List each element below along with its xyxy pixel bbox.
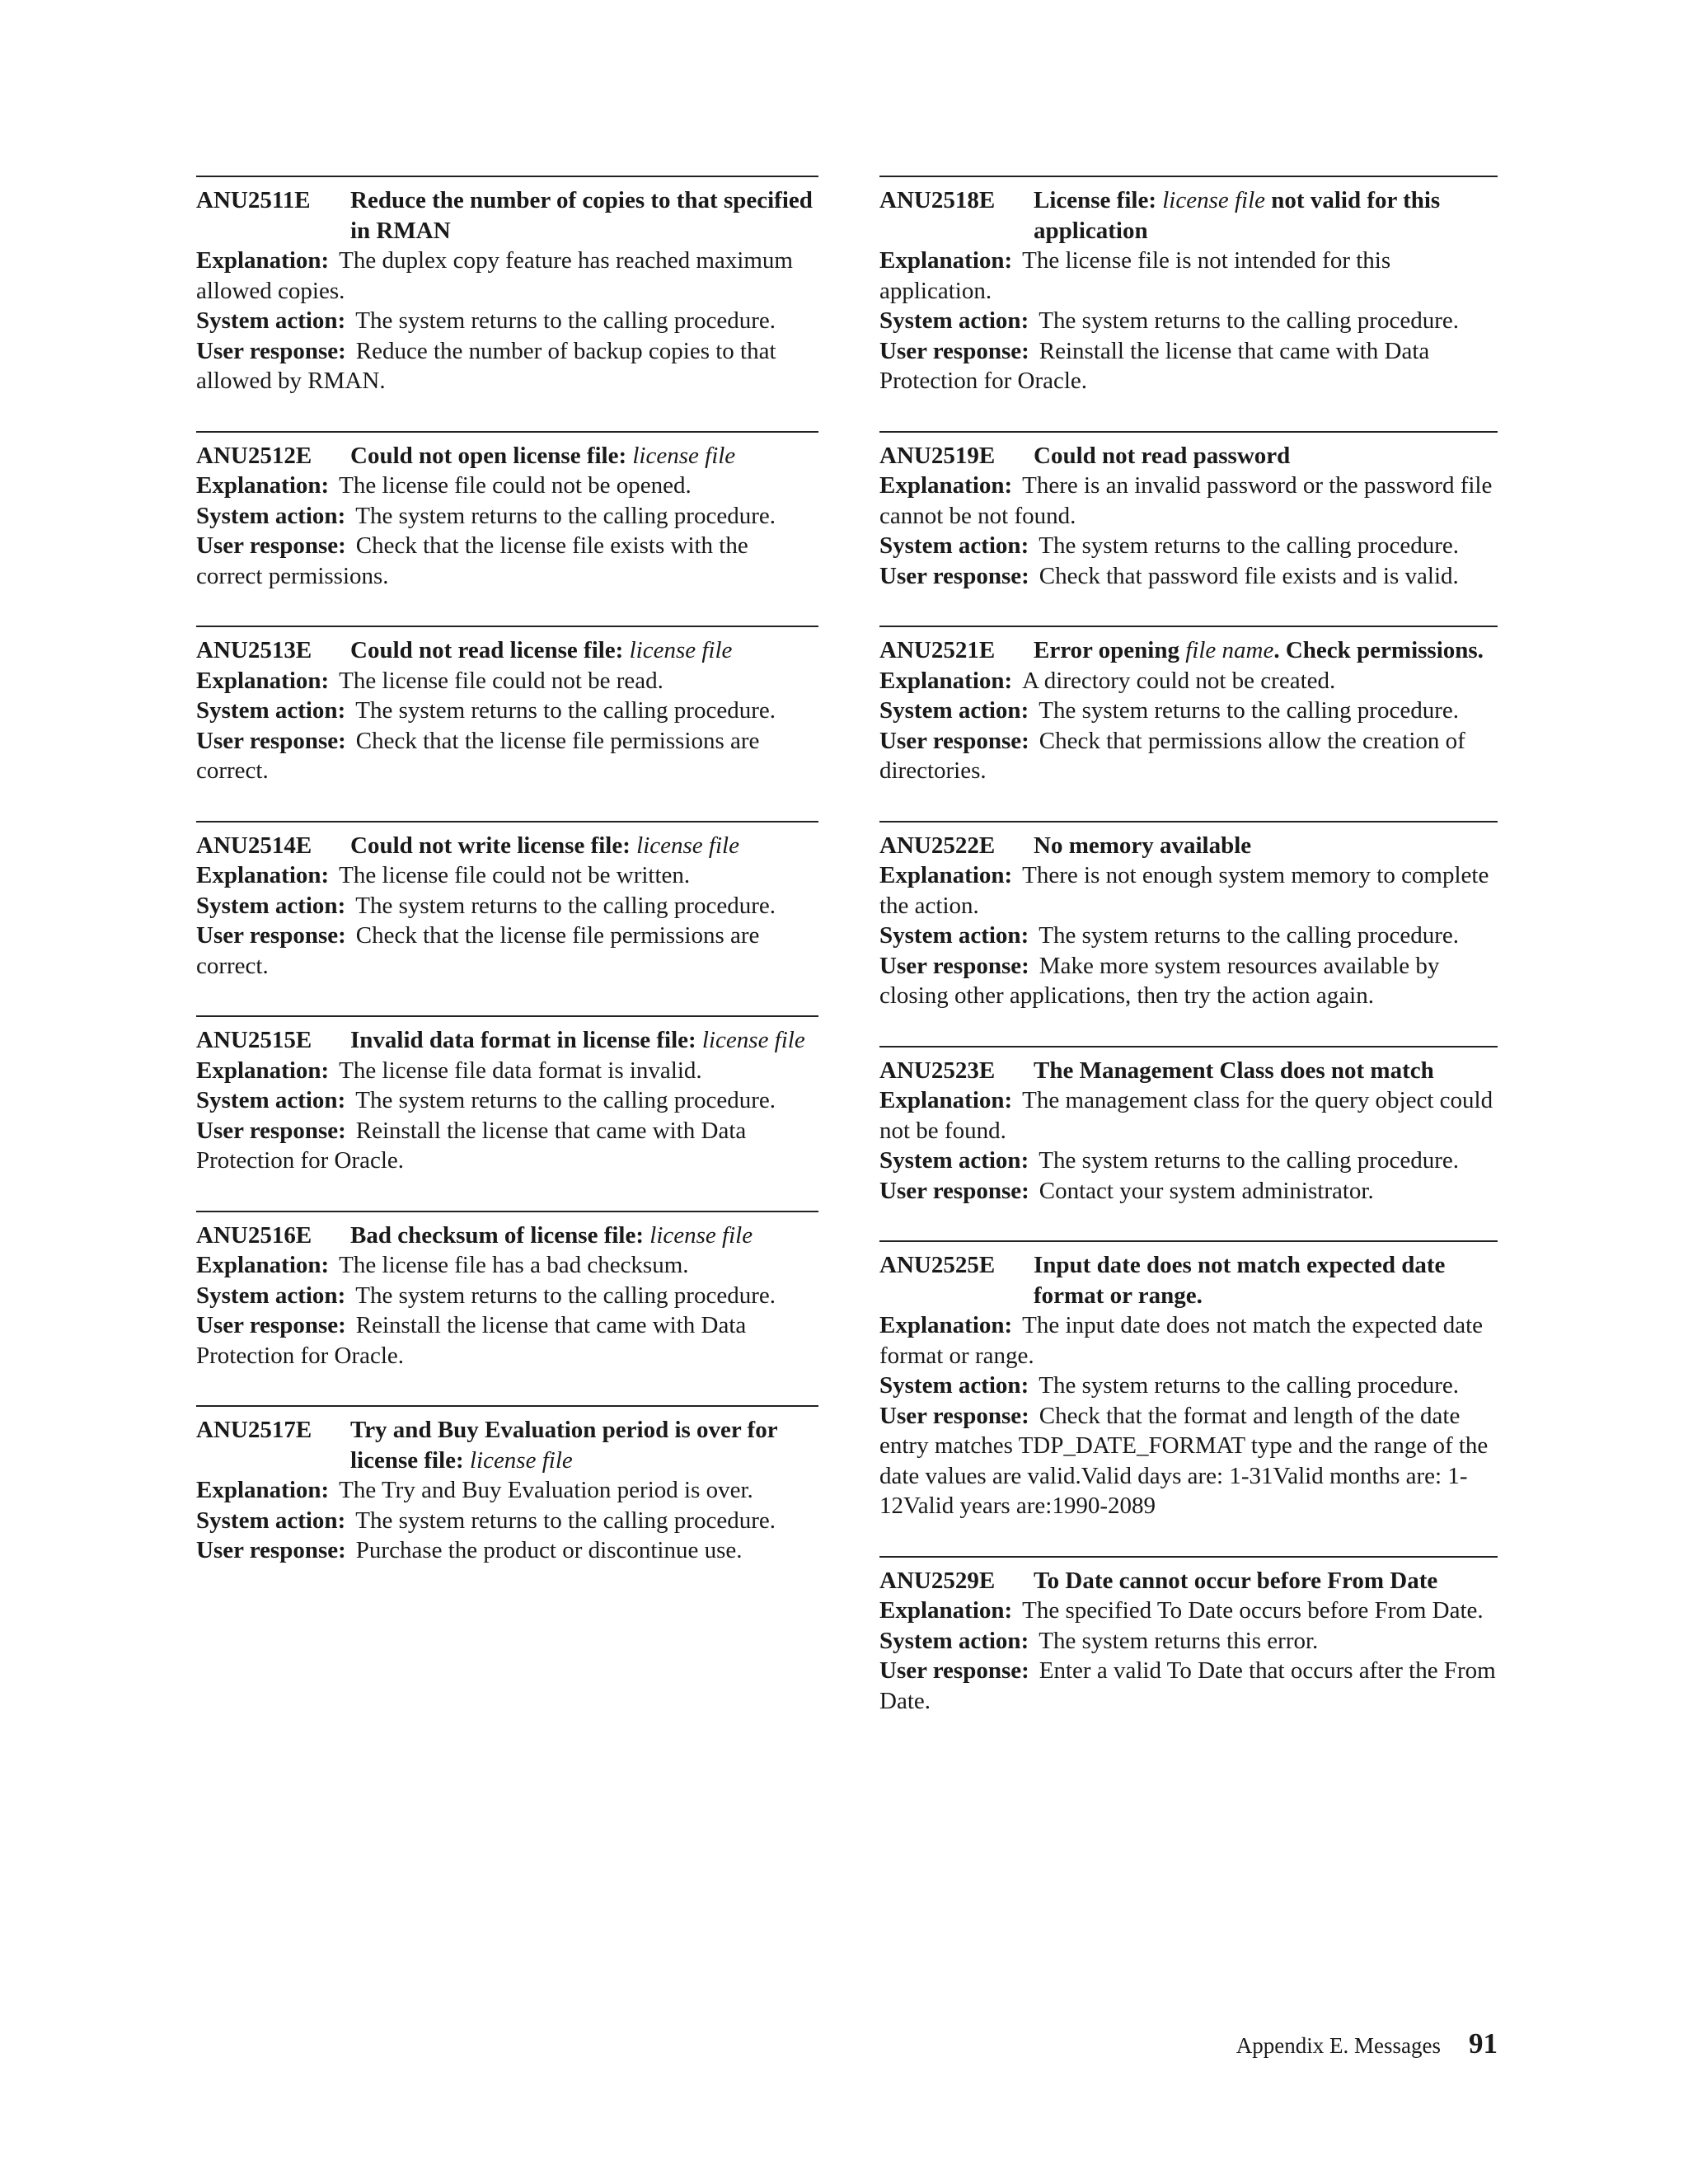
system-action xyxy=(196,1085,818,1116)
system-action xyxy=(879,1626,1498,1657)
message-header xyxy=(879,441,1498,471)
explanation-label: Explanation: xyxy=(879,1597,1013,1624)
user-response xyxy=(196,336,818,396)
message-title-text: . Check permissions. xyxy=(1273,637,1484,663)
message-title-text: Could not write license file: xyxy=(350,832,637,859)
explanation-label: Explanation: xyxy=(879,862,1013,888)
message-title-variable: license file xyxy=(629,637,733,663)
system-action-label: System action: xyxy=(879,532,1029,559)
message-title-text: Invalid data format in license file: xyxy=(350,1027,702,1053)
user-response xyxy=(879,951,1498,1011)
explanation xyxy=(879,1085,1498,1146)
message-id: ANU2523E xyxy=(879,1057,996,1084)
page-number: 91 xyxy=(1469,2027,1498,2060)
system-action-text: The system returns to the calling procedure. xyxy=(355,1087,776,1113)
message-title xyxy=(350,441,818,471)
user-response-text: Reinstall the license that came with Data Protection for Oracle. xyxy=(879,337,1430,394)
message-entry xyxy=(879,1046,1498,1207)
user-response-text: Reinstall the license that came with Data Protection for Oracle. xyxy=(196,1117,747,1174)
system-action-label: System action: xyxy=(879,922,1029,949)
system-action-text: The system returns to the calling procedure. xyxy=(355,1282,776,1309)
explanation-text: The license file could not be opened. xyxy=(339,472,692,499)
user-response xyxy=(879,1401,1498,1521)
message-title-variable: license file xyxy=(1162,187,1266,213)
explanation-label: Explanation: xyxy=(879,247,1013,274)
system-action-label: System action: xyxy=(196,307,346,334)
explanation-text: The license file could not be written. xyxy=(339,862,691,888)
message-header xyxy=(196,1221,818,1251)
user-response xyxy=(196,1310,818,1371)
message-id: ANU2518E xyxy=(879,187,996,213)
user-response-label: User response: xyxy=(879,562,1029,589)
message-id: ANU2515E xyxy=(196,1027,312,1053)
system-action-label: System action: xyxy=(196,697,346,724)
system-action xyxy=(196,1281,818,1311)
system-action xyxy=(879,531,1498,561)
message-entry xyxy=(196,626,818,786)
user-response xyxy=(879,561,1498,592)
message-title-text: Try and Buy Evaluation period is over for license file: xyxy=(350,1417,778,1474)
message-title xyxy=(350,1025,818,1056)
user-response xyxy=(196,726,818,786)
user-response-label: User response: xyxy=(879,1402,1029,1429)
page-footer xyxy=(1216,2027,1498,2062)
message-title xyxy=(350,831,818,861)
message-entry xyxy=(879,1240,1498,1521)
message-title-text: Could not open license file: xyxy=(350,442,633,469)
message-title xyxy=(1034,1250,1498,1310)
explanation-label: Explanation: xyxy=(196,247,330,274)
user-response-text: Check that password file exists and is valid. xyxy=(1039,562,1459,589)
message-id: ANU2522E xyxy=(879,832,996,859)
user-response-text: Contact your system administrator. xyxy=(1039,1177,1374,1204)
message-header xyxy=(879,185,1498,246)
message-header xyxy=(879,1056,1498,1086)
user-response-label: User response: xyxy=(196,1312,346,1338)
message-id: ANU2519E xyxy=(879,442,996,469)
user-response-text: Reinstall the license that came with Data Protection for Oracle. xyxy=(196,1312,747,1369)
system-action xyxy=(196,501,818,532)
message-id: ANU2512E xyxy=(196,442,312,469)
explanation-text: The license file has a bad checksum. xyxy=(339,1252,689,1278)
explanation xyxy=(879,1596,1498,1626)
message-title-text: Input date does not match expected date format or range. xyxy=(1034,1252,1446,1309)
message-title xyxy=(1034,831,1498,861)
message-title-text: License file: xyxy=(1034,187,1163,213)
explanation xyxy=(879,246,1498,306)
system-action xyxy=(879,696,1498,726)
explanation xyxy=(196,1056,818,1086)
message-header xyxy=(196,1415,818,1475)
system-action-label: System action: xyxy=(196,1087,346,1113)
right-column xyxy=(879,176,1498,1750)
user-response-label: User response: xyxy=(196,922,346,949)
system-action xyxy=(196,1506,818,1536)
message-title-variable: license file xyxy=(649,1221,753,1249)
explanation-label: Explanation: xyxy=(196,1477,330,1503)
user-response-label: User response: xyxy=(879,727,1029,754)
message-title-text: No memory available xyxy=(1034,832,1252,859)
explanation-text: A directory could not be created. xyxy=(1022,667,1336,694)
message-title-text: Could not read license file: xyxy=(350,637,630,663)
explanation-label: Explanation: xyxy=(196,472,330,499)
explanation-text: The duplex copy feature has reached maximum allowed copies. xyxy=(196,247,793,304)
explanation xyxy=(879,471,1498,531)
message-id: ANU2516E xyxy=(196,1221,312,1249)
message-id: ANU2514E xyxy=(196,832,312,859)
user-response-text: Check that permissions allow the creation of directories. xyxy=(879,727,1465,784)
explanation-text: The license file is not intended for this application. xyxy=(879,247,1391,304)
user-response-text: Check that the format and length of the date entry matches TDP_DATE_FORMAT type and the range of the date values are valid.Valid days are: 1-31Valid months are: 1-12Valid years are:1990-2089 xyxy=(879,1402,1489,1519)
message-entry xyxy=(196,431,818,592)
message-title xyxy=(350,185,818,246)
message-title xyxy=(1034,1056,1498,1086)
user-response-label: User response: xyxy=(879,1177,1029,1204)
message-title xyxy=(1034,441,1498,471)
user-response xyxy=(196,1535,818,1566)
user-response-label: User response: xyxy=(196,1537,346,1563)
system-action-label: System action: xyxy=(879,1372,1029,1399)
message-title xyxy=(350,1221,818,1251)
message-header xyxy=(196,185,818,246)
explanation xyxy=(196,1475,818,1506)
system-action xyxy=(879,921,1498,951)
explanation-label: Explanation: xyxy=(196,862,330,888)
message-title-variable: license file xyxy=(636,832,739,859)
message-entry xyxy=(879,176,1498,396)
message-entry xyxy=(196,821,818,982)
user-response-label: User response: xyxy=(196,532,346,559)
explanation-label: Explanation: xyxy=(879,1312,1013,1338)
explanation xyxy=(196,1250,818,1281)
message-id: ANU2529E xyxy=(879,1567,996,1594)
message-title xyxy=(1034,635,1498,666)
message-id: ANU2511E xyxy=(196,187,311,213)
message-title-variable: file name xyxy=(1185,637,1274,663)
explanation-text: The license file data format is invalid. xyxy=(339,1057,702,1084)
user-response xyxy=(879,726,1498,786)
explanation-text: The input date does not match the expected date format or range. xyxy=(879,1312,1484,1369)
system-action-text: The system returns to the calling procedure. xyxy=(1039,922,1459,949)
system-action-text: The system returns to the calling procedure. xyxy=(355,697,776,724)
system-action-text: The system returns to the calling procedure. xyxy=(355,502,776,529)
explanation xyxy=(879,666,1498,696)
message-header xyxy=(879,1250,1498,1310)
user-response-text: Purchase the product or discontinue use. xyxy=(355,1537,743,1563)
explanation-label: Explanation: xyxy=(196,667,330,694)
user-response xyxy=(879,1176,1498,1207)
explanation-label: Explanation: xyxy=(879,1087,1013,1113)
explanation xyxy=(879,860,1498,921)
system-action xyxy=(879,1371,1498,1401)
message-entry xyxy=(196,1015,818,1176)
message-header xyxy=(879,831,1498,861)
system-action-text: The system returns to the calling procedure. xyxy=(1039,532,1459,559)
message-header xyxy=(196,441,818,471)
user-response-text: Check that the license file permissions are correct. xyxy=(196,727,760,784)
message-title xyxy=(350,635,818,666)
message-title xyxy=(350,1415,818,1475)
system-action xyxy=(196,696,818,726)
explanation-label: Explanation: xyxy=(879,667,1013,694)
message-title-variable: license file xyxy=(632,442,736,469)
message-id: ANU2521E xyxy=(879,637,996,663)
user-response xyxy=(879,336,1498,396)
message-id: ANU2517E xyxy=(196,1417,312,1443)
system-action-label: System action: xyxy=(879,307,1029,334)
system-action-text: The system returns to the calling procedure. xyxy=(1039,1147,1459,1174)
system-action xyxy=(196,306,818,336)
system-action-label: System action: xyxy=(196,1507,346,1534)
system-action-text: The system returns to the calling procedure. xyxy=(355,892,776,919)
message-entry xyxy=(879,626,1498,786)
message-title-text: Bad checksum of license file: xyxy=(350,1221,650,1249)
user-response xyxy=(196,531,818,591)
user-response-text: Check that the license file permissions are correct. xyxy=(196,922,760,979)
user-response-label: User response: xyxy=(879,1657,1029,1684)
explanation-label: Explanation: xyxy=(879,472,1013,499)
message-title-text: not valid for this application xyxy=(1034,187,1441,244)
system-action-text: The system returns to the calling procedure. xyxy=(355,1507,776,1534)
explanation-label: Explanation: xyxy=(196,1057,330,1084)
user-response-text: Check that the license file exists with the correct permissions. xyxy=(196,532,748,589)
footer-section-title: Appendix E. Messages xyxy=(1236,2033,1441,2058)
explanation xyxy=(196,471,818,501)
message-title xyxy=(1034,1566,1498,1596)
message-entry xyxy=(879,431,1498,592)
user-response-text: Reduce the number of backup copies to that allowed by RMAN. xyxy=(196,337,776,394)
explanation-text: The specified To Date occurs before From Date. xyxy=(1022,1597,1484,1624)
message-id: ANU2513E xyxy=(196,637,312,663)
user-response-label: User response: xyxy=(196,1117,346,1144)
explanation-text: The management class for the query object could not be found. xyxy=(879,1087,1493,1144)
explanation-text: There is an invalid password or the password file cannot be not found. xyxy=(879,472,1493,529)
user-response-label: User response: xyxy=(196,337,346,364)
explanation-text: The license file could not be read. xyxy=(339,667,663,694)
explanation xyxy=(879,1310,1498,1371)
message-header xyxy=(196,831,818,861)
message-title-variable: license file xyxy=(701,1027,805,1053)
message-header xyxy=(196,635,818,666)
explanation-text: The Try and Buy Evaluation period is over. xyxy=(339,1477,753,1503)
explanation xyxy=(196,246,818,306)
system-action-label: System action: xyxy=(196,502,346,529)
user-response xyxy=(196,1116,818,1176)
user-response-text: Enter a valid To Date that occurs after the From Date. xyxy=(879,1657,1496,1714)
message-entry xyxy=(879,1556,1498,1717)
message-header xyxy=(879,1566,1498,1596)
explanation xyxy=(196,860,818,891)
message-entry xyxy=(196,176,818,396)
system-action-label: System action: xyxy=(196,1282,346,1309)
system-action xyxy=(879,306,1498,336)
message-title-text: Could not read password xyxy=(1034,442,1291,469)
message-header xyxy=(879,635,1498,666)
user-response-text: Make more system resources available by closing other applications, then try the action again. xyxy=(879,952,1440,1009)
user-response-label: User response: xyxy=(196,727,346,754)
system-action xyxy=(196,891,818,921)
message-title-text: Reduce the number of copies to that specified in RMAN xyxy=(350,187,813,244)
user-response xyxy=(196,921,818,981)
message-title-text: The Management Class does not match xyxy=(1034,1057,1434,1084)
message-title-variable: license file xyxy=(469,1446,573,1474)
system-action-label: System action: xyxy=(879,697,1029,724)
explanation xyxy=(196,666,818,696)
message-title xyxy=(1034,185,1498,246)
explanation-text: There is not enough system memory to complete the action. xyxy=(879,862,1489,919)
system-action-label: System action: xyxy=(196,892,346,919)
system-action-text: The system returns to the calling procedure. xyxy=(1039,1372,1459,1399)
message-id: ANU2525E xyxy=(879,1252,996,1278)
system-action-text: The system returns to the calling procedure. xyxy=(355,307,776,334)
user-response-label: User response: xyxy=(879,952,1029,979)
system-action-label: System action: xyxy=(879,1627,1029,1654)
system-action-text: The system returns this error. xyxy=(1039,1627,1319,1654)
system-action-text: The system returns to the calling procedure. xyxy=(1039,697,1459,724)
explanation-label: Explanation: xyxy=(196,1252,330,1278)
user-response xyxy=(879,1656,1498,1716)
user-response-label: User response: xyxy=(879,337,1029,364)
system-action-text: The system returns to the calling procedure. xyxy=(1039,307,1459,334)
system-action xyxy=(879,1146,1498,1176)
message-entry xyxy=(196,1211,818,1371)
message-entry xyxy=(879,821,1498,1011)
left-column xyxy=(196,176,818,1601)
message-title-text: To Date cannot occur before From Date xyxy=(1034,1567,1438,1594)
message-title-text: Error opening xyxy=(1034,637,1186,663)
message-header xyxy=(196,1025,818,1056)
system-action-label: System action: xyxy=(879,1147,1029,1174)
message-entry xyxy=(196,1405,818,1566)
